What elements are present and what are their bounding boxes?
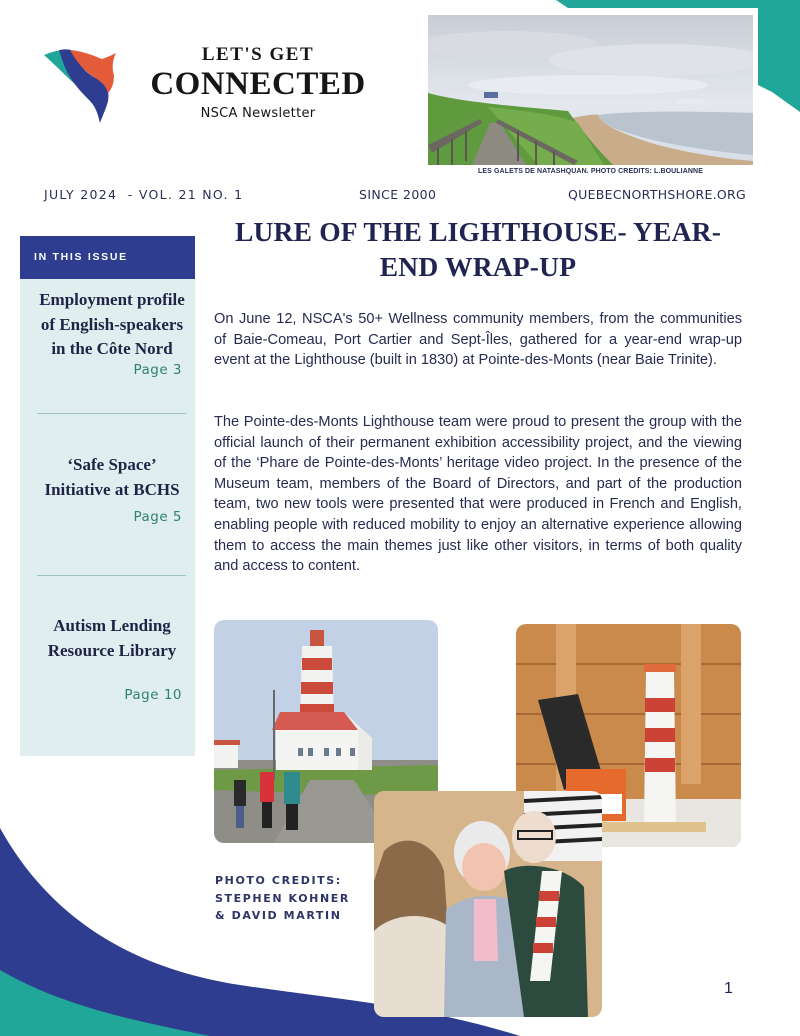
sidebar-divider (37, 575, 186, 576)
sidebar-item-page[interactable]: Page 10 (124, 687, 182, 703)
article-paragraph: The Pointe-des-Monts Lighthouse team were proud to present the group with the official launch of their permanent exhibition accessibility project, and the viewing of the ‘Phare de Pointe-des-Monts’ heritage video project. In the presence of the Museum team, members of the Board of Directors, and part of the production team, two new tools were presented that were produced in French and English, enabling people with reduced mobility to enjoy an alternative experience allowing them to access the main themes just like other visitors, in terms of both quality and access to content. (214, 414, 742, 575)
sidebar-item-employment-profile[interactable] (38, 288, 186, 378)
hero-photo-boardwalk (428, 15, 753, 165)
sidebar-heading: IN THIS ISSUE (20, 236, 195, 279)
since-year: SINCE 2000 (359, 187, 437, 202)
masthead-title (138, 44, 378, 121)
photo-credits-line: PHOTO CREDITS: (215, 874, 342, 887)
sidebar-item-page[interactable]: Page 3 (133, 361, 182, 378)
in-this-issue-sidebar (20, 236, 195, 756)
masthead-line-connected: CONNECTED (150, 66, 366, 102)
sidebar-item-title: Employment profile of English-speakers in the Côte Nord (39, 290, 185, 358)
masthead-subtitle: NSCA Newsletter (200, 106, 316, 121)
sidebar-item-safe-space[interactable] (38, 453, 186, 525)
sidebar-item-page[interactable]: Page 5 (133, 509, 182, 525)
sidebar-divider (37, 413, 186, 414)
sidebar-item-autism-library[interactable] (38, 614, 186, 703)
sidebar-item-title: ‘Safe Space’ Initiative at BCHS (44, 455, 180, 499)
issue-date-volume: JULY 2024 - VOL. 21 NO. 1 (44, 187, 244, 202)
website-link[interactable]: QUEBECNORTHSHORE.ORG (568, 187, 747, 202)
photo-credits (215, 872, 350, 925)
photo-group-with-model (374, 791, 602, 1017)
photo-credits-line: & DAVID MARTIN (215, 909, 342, 922)
photo-credits-line: STEPHEN KOHNER (215, 891, 350, 905)
masthead-line-lets-get: LET'S GET (201, 44, 315, 65)
sidebar-item-title: Autism Lending Resource Library (47, 616, 177, 660)
article-headline: LURE OF THE LIGHTHOUSE- YEAR-END WRAP-UP (234, 216, 722, 282)
hero-photo-caption: LES GALETS DE NATASHQUAN. PHOTO CREDITS: L.BOULIANNE (478, 168, 703, 175)
page-number: 1 (724, 980, 733, 997)
article-paragraph: On June 12, NSCA's 50+ Wellness community members, from the communities of Baie-Comeau, Port Cartier and Sept-Îles, gathered for a year-end wrap-up event at the Lighthouse (built in 1830) at Pointe-des-Monts (near Baie Trinite). (214, 311, 742, 369)
nsca-logo-icon (42, 47, 122, 125)
